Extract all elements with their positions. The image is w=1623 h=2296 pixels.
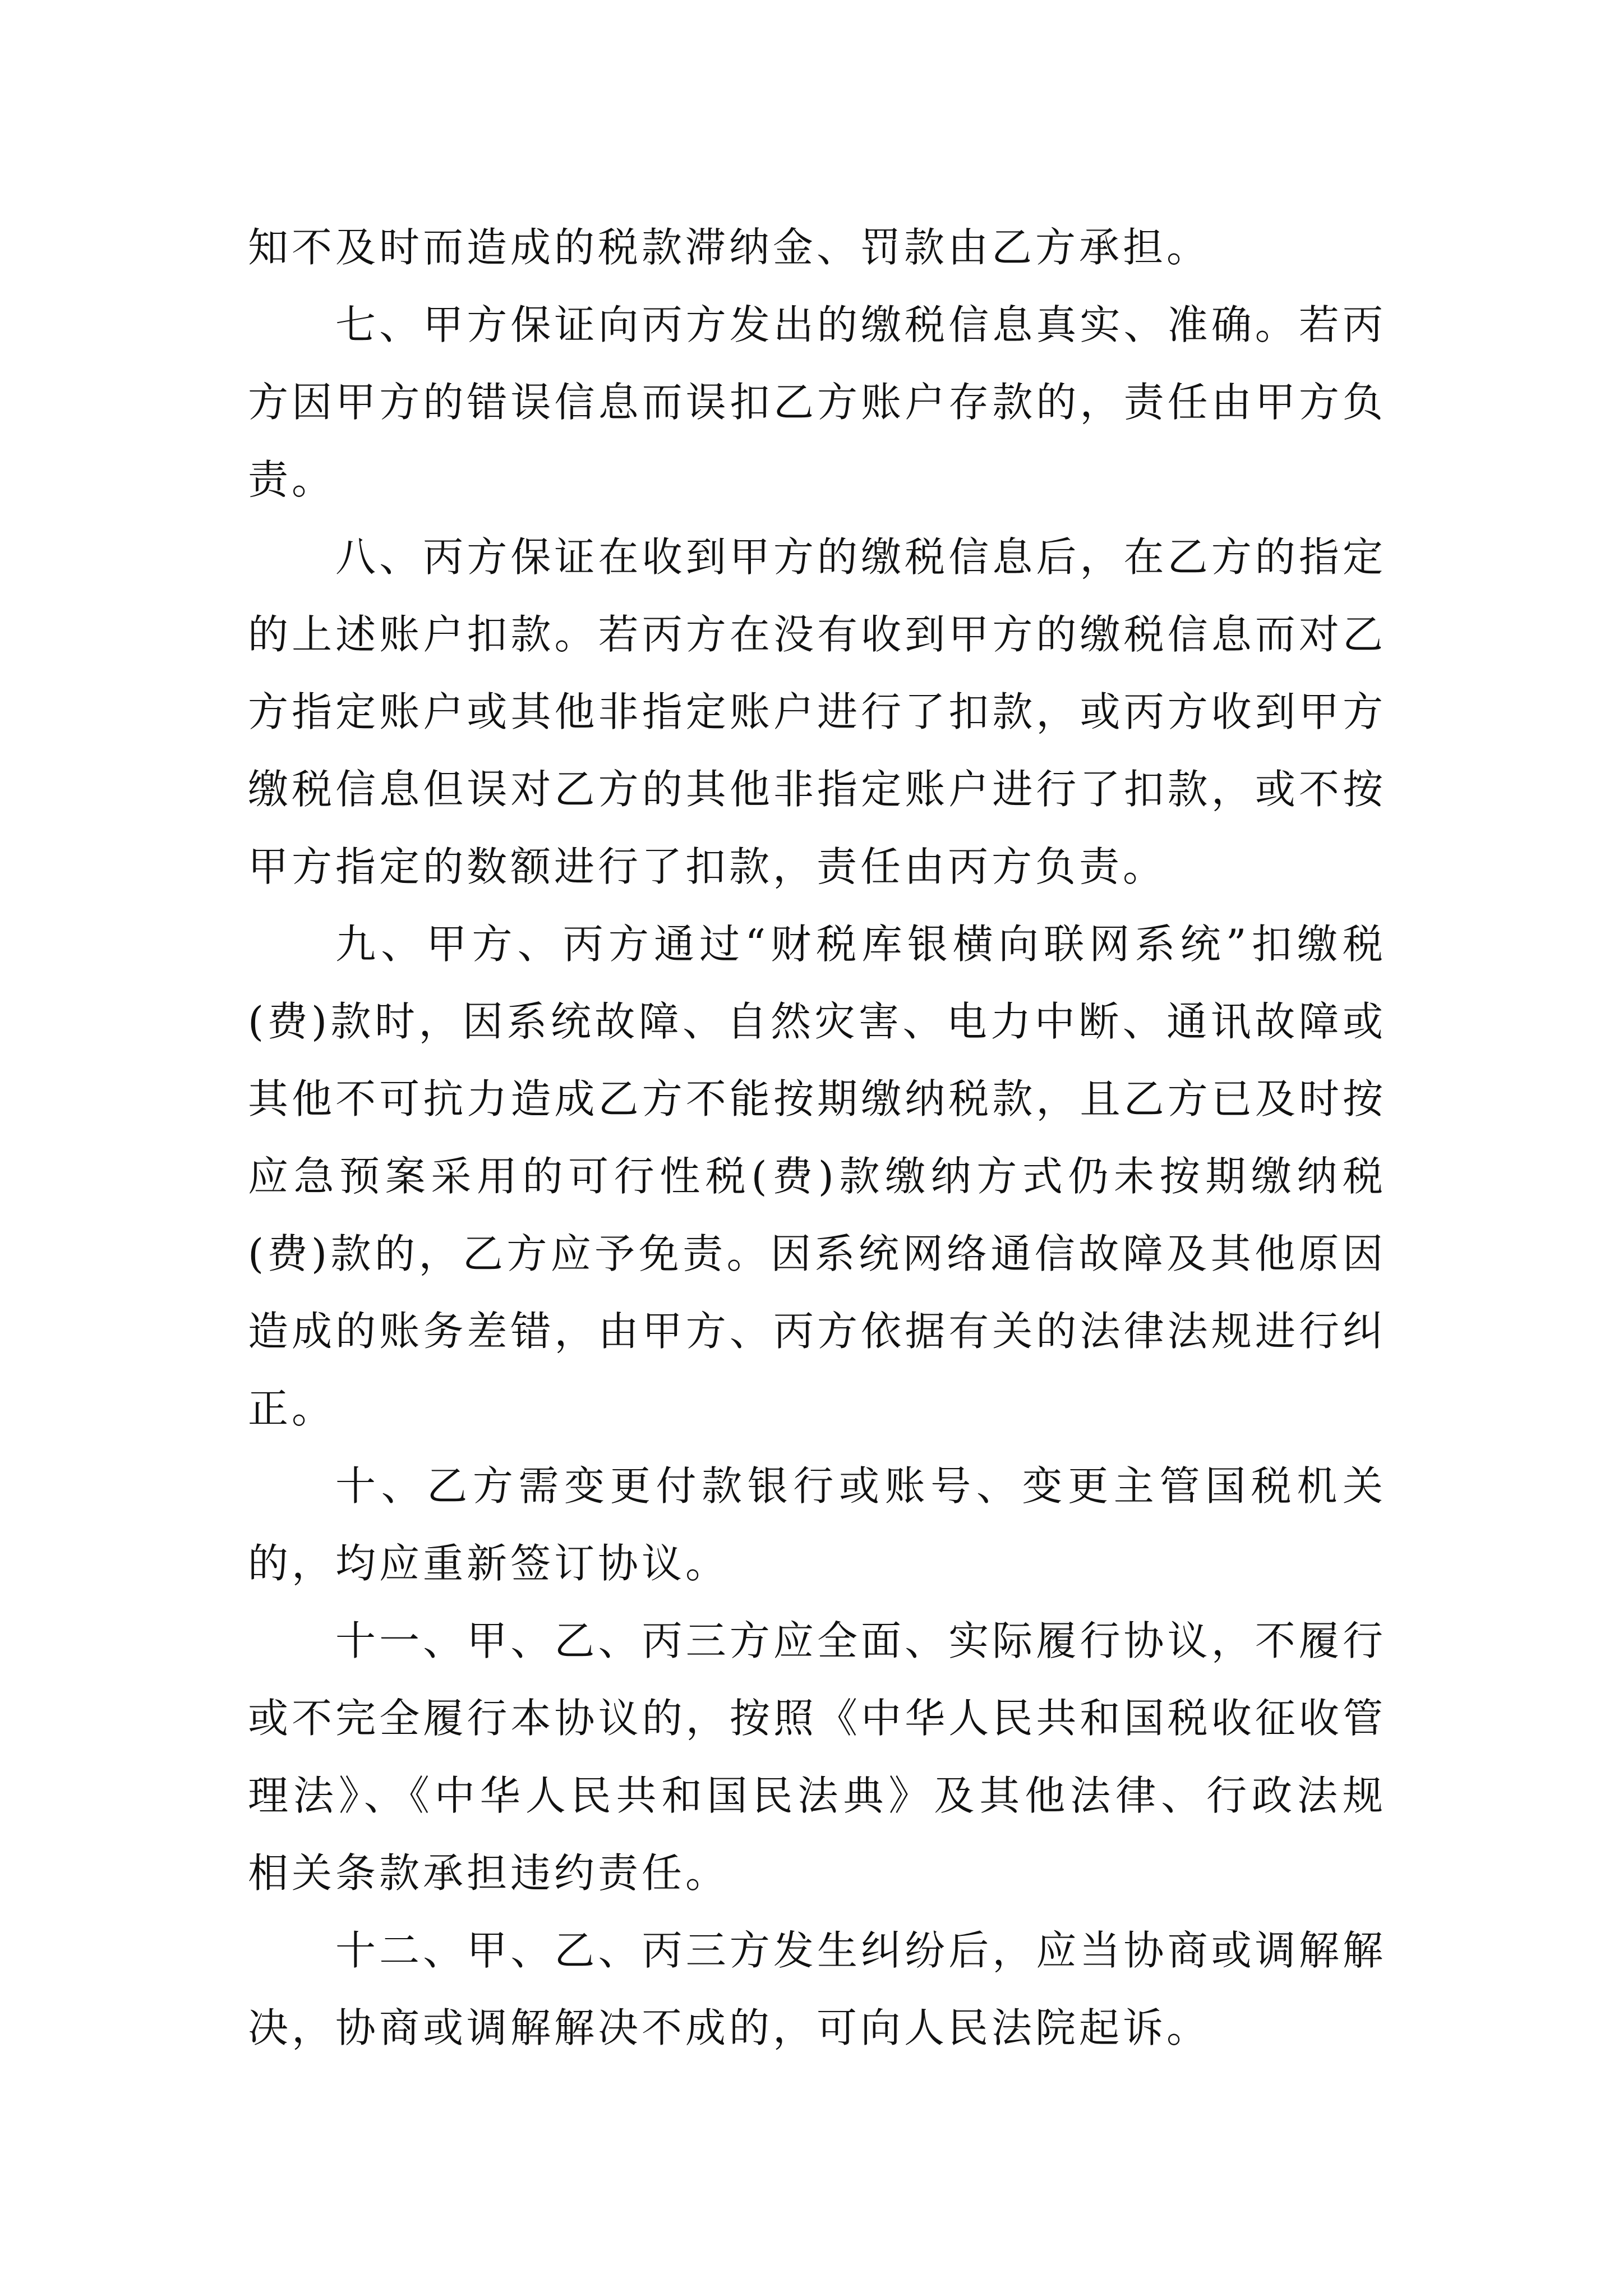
paragraph-clause-12: 十二、甲、乙、丙三方发生纠纷后，应当协商或调解解决，协商或调解解决不成的，可向人民法院起诉。 <box>248 1927 1386 2051</box>
paragraph-clause-10: 十、乙方需变更付款银行或账号、变更主管国税机关的，均应重新签订协议。 <box>248 1462 1386 1587</box>
paragraph-clause-9: 九、甲方、丙方通过“财税库银横向联网系统”扣缴税(费)款时，因系统故障、自然灾害、电力中断、通讯故障或其他不可抗力造成乙方不能按期缴纳税款，且乙方已及时按应急预案采用的可行性税(费)款缴纳方式仍未按期缴纳税(费)款的，乙方应予免责。因系统网络通信故障及其他原因造成的账务差错，由甲方、丙方依据有关的法律法规进行纠正。 <box>248 921 1386 1432</box>
paragraph-clause-11: 十一、甲、乙、丙三方应全面、实际履行协议，不履行或不完全履行本协议的，按照《中华人民共和国税收征收管理法》、《中华人民共和国民法典》及其他法律、行政法规相关条款承担违约责任。 <box>248 1617 1386 1897</box>
paragraph-continuation: 知不及时而造成的税款滞纳金、罚款由乙方承担。 <box>248 224 1211 271</box>
paragraph-clause-7: 七、甲方保证向丙方发出的缴税信息真实、准确。若丙方因甲方的错误信息而误扣乙方账户存款的，责任由甲方负责。 <box>248 301 1386 503</box>
paragraph-clause-8: 八、丙方保证在收到甲方的缴税信息后，在乙方的指定的上述账户扣款。若丙方在没有收到甲方的缴税信息而对乙方指定账户或其他非指定账户进行了扣款，或丙方收到甲方缴税信息但误对乙方的其他非指定账户进行了扣款，或不按甲方指定的数额进行了扣款，责任由丙方负责。 <box>248 533 1386 890</box>
document-body <box>248 209 1386 2067</box>
